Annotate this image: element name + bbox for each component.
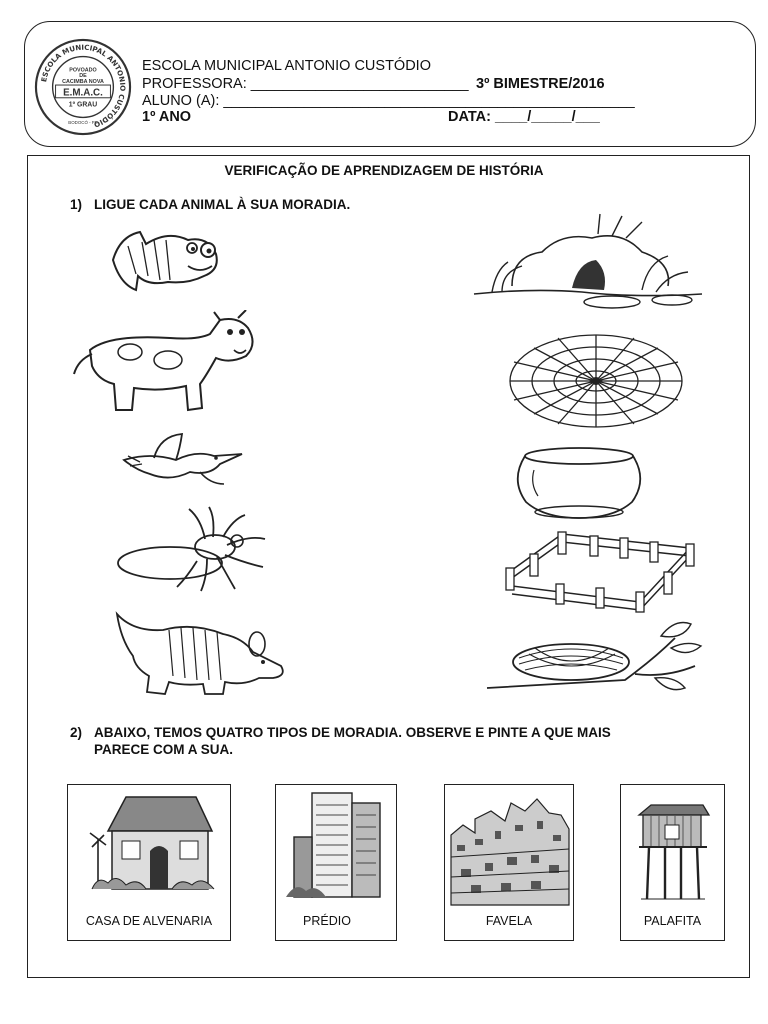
seal-city: BODOCÓ - PE: [68, 120, 98, 126]
card-label-predio: PRÉDIO: [303, 914, 351, 928]
card-favela[interactable]: [444, 784, 574, 941]
house-icon: [68, 785, 232, 905]
teacher-field[interactable]: PROFESSORA: ___________________________: [142, 76, 469, 92]
building-icon: [276, 785, 398, 905]
seal-acronym: E.M.A.C.: [63, 87, 103, 99]
burrow-icon[interactable]: [472, 212, 704, 312]
card-label-favela: FAVELA: [485, 914, 533, 928]
seal-line1: POVOADO: [69, 67, 97, 74]
cow-icon[interactable]: [70, 310, 260, 420]
fence-corral-icon[interactable]: [500, 530, 700, 614]
term-label: 3º BIMESTRE/2016: [476, 76, 605, 92]
card-palafita[interactable]: [620, 784, 725, 941]
card-casa-de-alvenaria[interactable]: [67, 784, 231, 941]
seal-grau: 1º GRAU: [68, 101, 98, 109]
card-label-palafita: PALAFITA: [643, 914, 702, 928]
fish-icon[interactable]: [108, 226, 223, 294]
nest-icon[interactable]: [485, 618, 707, 700]
spider-web-icon[interactable]: [508, 332, 684, 430]
school-seal-icon: [34, 38, 132, 136]
question-2-number: 2): [70, 725, 83, 740]
seal-line2: DE: [79, 73, 87, 80]
worksheet-title: VERIFICAÇÃO DE APRENDIZAGEM DE HISTÓRIA: [224, 163, 544, 178]
question-2-text-line2: PARECE COM A SUA.: [94, 742, 234, 757]
favela-icon: [445, 785, 575, 907]
question-1-number: 1): [70, 197, 83, 212]
armadillo-icon[interactable]: [113, 606, 288, 698]
school-name: ESCOLA MUNICIPAL ANTONIO CUSTÓDIO: [142, 58, 431, 74]
student-field[interactable]: ALUNO (A): ___________________________________________________: [142, 93, 635, 109]
question-1-text: LIGUE CADA ANIMAL À SUA MORADIA.: [94, 197, 351, 212]
question-2-text-line1: ABAIXO, TEMOS QUATRO TIPOS DE MORADIA. OBSERVE E PINTE A QUE MAIS: [94, 725, 611, 740]
seal-line3: CACIMBA NOVA: [62, 79, 104, 86]
seal-ring-text: ESCOLA MUNICIPAL ANTONIO CUSTÓDIO: [39, 42, 128, 130]
question-1: [70, 197, 350, 212]
date-field[interactable]: DATA: ____/_____/___: [448, 109, 600, 125]
fishbowl-icon[interactable]: [510, 446, 648, 522]
grade-label: 1º ANO: [142, 109, 192, 125]
spider-icon[interactable]: [115, 505, 270, 595]
card-label-casa: CASA DE ALVENARIA: [85, 914, 213, 928]
stilt-house-icon: [621, 785, 726, 907]
question-2: [70, 724, 611, 758]
card-predio[interactable]: [275, 784, 397, 941]
bird-icon[interactable]: [120, 430, 245, 490]
